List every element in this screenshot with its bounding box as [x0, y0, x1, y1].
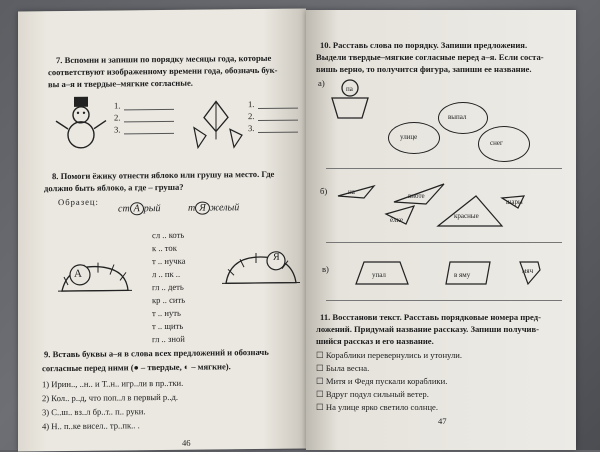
task9-item: 2) Кол.. р..д, что поп..л в первый р..д. [42, 391, 179, 404]
word-item: сл .. коть [152, 229, 185, 241]
right-page [306, 10, 576, 450]
word-a: улице [400, 133, 418, 141]
sentence-text: Была весна. [325, 363, 370, 373]
sample1-suffix: рый [143, 203, 161, 215]
sentence-item: ☐ Митя и Федя пускали кораблики. [316, 376, 448, 386]
oval-shape [478, 126, 530, 162]
word-a: па [346, 85, 353, 93]
word-item: т .. нуть [152, 307, 181, 319]
task9-title-2: согласные перед ними (● – твердые, ◐ – мягкие). [42, 361, 231, 374]
sample2-suffix: желый [209, 202, 240, 214]
hedgehog1-letter: А [74, 267, 82, 280]
label-c: в) [322, 264, 329, 274]
word-item: к .. ток [152, 242, 177, 254]
task11-title-3: шийся рассказ и его название. [316, 336, 434, 346]
sample2-prefix: т [188, 202, 196, 214]
answer-line [124, 109, 174, 111]
sentence-text: Митя и Федя пускали кораблики. [325, 376, 448, 386]
word-b: ёлке [390, 216, 403, 224]
hedgehog-icon [54, 254, 134, 305]
task7-title-2: соответствуют изображенному времени года, обозначь бук- [48, 64, 278, 78]
word-b: шары [506, 198, 523, 206]
answer-line [258, 132, 298, 133]
sample-label: Образец: [58, 196, 99, 208]
sample-word-2 [188, 201, 239, 215]
sentence-item: ☐ Была весна. [316, 363, 370, 373]
task10-title-3: вишь верно, то получится фигура, запиши ее название. [316, 64, 532, 74]
word-b: красные [454, 212, 479, 220]
word-item: л .. пк .. [152, 268, 181, 280]
sample1-letter: А [130, 202, 144, 215]
answer-line [258, 108, 298, 109]
task7-line-label: 1. [114, 100, 121, 111]
word-item: гл .. деть [152, 281, 184, 293]
page-number: 47 [438, 416, 447, 426]
task9-item: 3) С..ш.. вз..л бр..т.. п.. руки. [42, 406, 146, 418]
answer-line [124, 121, 174, 123]
word-a: выпал [448, 113, 467, 121]
task9-item: 4) Н.. п..ке висел.. тр..пк.. . [42, 420, 140, 432]
label-a: а) [318, 78, 325, 88]
left-page [18, 8, 306, 451]
task9-title-1: 9. Вставь буквы а–я в слова всех предложений и обозначь [44, 346, 269, 360]
hedgehog-icon [218, 245, 302, 296]
hedgehog2-letter: Я [273, 251, 280, 263]
answer-line [326, 168, 562, 169]
word-item: т .. щить [152, 320, 184, 332]
word-item: кр .. сить [152, 294, 186, 306]
task7-line-label: 1. [248, 99, 255, 110]
task7-line-label: 2. [114, 112, 121, 123]
sample-word-1 [118, 202, 161, 215]
task7-line-label: 3. [114, 124, 121, 135]
sample1-prefix: ст [118, 203, 130, 215]
sentence-item: ☐ Вдруг подул сильный ветер. [316, 389, 429, 399]
task8-title-1: 8. Помоги ёжику отнести яблоко или грушу на место. Где [52, 168, 275, 182]
task9-item: 1) Ирин.., ..н.. и Т..н.. игр..ли в пр..тки. [42, 377, 184, 390]
sentence-text: Вдруг подул сильный ветер. [325, 389, 429, 399]
sentence-item: ☐ На улице ярко светило солнце. [316, 402, 439, 412]
answer-line [326, 300, 562, 301]
word-item: т .. нучка [152, 255, 186, 267]
task11-title-2: ложений. Придумай название рассказу. Запиши получив- [316, 324, 539, 334]
word-item: гл .. зной [152, 333, 185, 345]
open-workbook [8, 10, 592, 450]
answer-line [124, 133, 174, 135]
word-b: вноте [408, 192, 425, 200]
autumn-leaves-icon [186, 95, 248, 154]
bucket-shape [324, 76, 374, 120]
page-number: 46 [182, 437, 191, 448]
label-b: б) [320, 186, 328, 196]
word-b: на [348, 188, 355, 196]
task10-title-2: Выдели твердые–мягкие согласные перед а–я. Если соста- [316, 52, 544, 62]
word-a: снег [490, 139, 503, 147]
task7-title-3: вы а–я и твердые–мягкие согласные. [48, 77, 193, 90]
task7-line-label: 2. [248, 111, 255, 122]
task11-title-1: 11. Восстанови текст. Расставь порядковые номера пред- [320, 312, 541, 322]
task7-line-label: 3. [248, 123, 255, 134]
word-c: в яму [454, 271, 471, 279]
task10-title-1: 10. Расставь слова по порядку. Запиши предложения. [320, 40, 528, 50]
answer-line [258, 120, 298, 121]
task8-title-2: должно быть яблоко, а где – груша? [44, 181, 184, 194]
sentence-item: ☐ Кораблики перевернулись и утонули. [316, 350, 463, 360]
sentence-text: На улице ярко светило солнце. [325, 402, 439, 412]
word-c: упал [372, 271, 386, 279]
sentence-text: Кораблики перевернулись и утонули. [325, 350, 463, 360]
task7-title-1: 7. Вспомни и запиши по порядку месяцы года, которые [56, 52, 272, 66]
snowman-icon [54, 95, 112, 158]
sample2-letter: Я [195, 201, 210, 214]
word-c: мяч [522, 267, 534, 275]
answer-line [326, 242, 562, 243]
